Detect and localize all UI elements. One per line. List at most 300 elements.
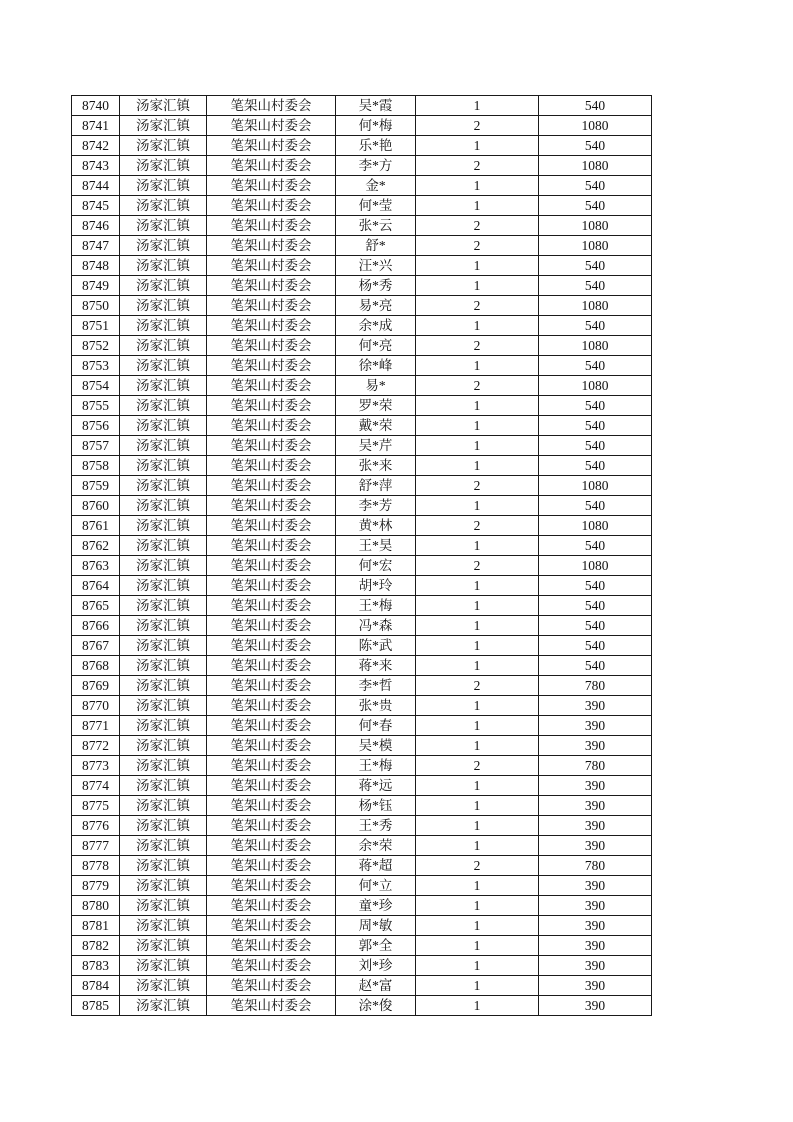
town-cell: 汤家汇镇 [120,316,207,336]
row-number-cell: 8778 [72,856,120,876]
town-cell: 汤家汇镇 [120,956,207,976]
household-count-cell: 1 [416,396,539,416]
amount-cell: 540 [539,196,652,216]
village-committee-cell: 笔架山村委会 [207,396,336,416]
amount-cell: 1080 [539,516,652,536]
amount-cell: 390 [539,696,652,716]
row-number-cell: 8774 [72,776,120,796]
village-committee-cell: 笔架山村委会 [207,976,336,996]
village-committee-cell: 笔架山村委会 [207,596,336,616]
row-number-cell: 8764 [72,576,120,596]
amount-cell: 390 [539,736,652,756]
row-number-cell: 8756 [72,416,120,436]
amount-cell: 390 [539,956,652,976]
table-row [72,176,652,196]
town-cell: 汤家汇镇 [120,936,207,956]
amount-cell: 540 [539,96,652,116]
row-number-cell: 8761 [72,516,120,536]
town-cell: 汤家汇镇 [120,396,207,416]
town-cell: 汤家汇镇 [120,336,207,356]
row-number-cell: 8781 [72,916,120,936]
name-cell: 李*哲 [336,676,416,696]
town-cell: 汤家汇镇 [120,416,207,436]
table-row [72,896,652,916]
table-row [72,916,652,936]
household-count-cell: 2 [416,676,539,696]
amount-cell: 540 [539,396,652,416]
name-cell: 舒* [336,236,416,256]
amount-cell: 390 [539,836,652,856]
table-row [72,276,652,296]
amount-cell: 390 [539,816,652,836]
town-cell: 汤家汇镇 [120,156,207,176]
household-count-cell: 1 [416,136,539,156]
household-count-cell: 1 [416,456,539,476]
amount-cell: 390 [539,716,652,736]
name-cell: 易* [336,376,416,396]
town-cell: 汤家汇镇 [120,996,207,1016]
household-count-cell: 1 [416,96,539,116]
household-count-cell: 1 [416,356,539,376]
name-cell: 何*莹 [336,196,416,216]
row-number-cell: 8742 [72,136,120,156]
name-cell: 何*梅 [336,116,416,136]
town-cell: 汤家汇镇 [120,616,207,636]
name-cell: 吴*模 [336,736,416,756]
table-row [72,256,652,276]
household-count-cell: 1 [416,596,539,616]
town-cell: 汤家汇镇 [120,516,207,536]
town-cell: 汤家汇镇 [120,976,207,996]
name-cell: 乐*艳 [336,136,416,156]
table-row [72,856,652,876]
row-number-cell: 8770 [72,696,120,716]
village-committee-cell: 笔架山村委会 [207,876,336,896]
table-row [72,796,652,816]
household-count-cell: 1 [416,256,539,276]
town-cell: 汤家汇镇 [120,676,207,696]
household-count-cell: 2 [416,116,539,136]
town-cell: 汤家汇镇 [120,756,207,776]
name-cell: 张*云 [336,216,416,236]
town-cell: 汤家汇镇 [120,116,207,136]
table-row [72,236,652,256]
household-count-cell: 2 [416,756,539,776]
table-row [72,196,652,216]
row-number-cell: 8772 [72,736,120,756]
household-count-cell: 2 [416,296,539,316]
village-committee-cell: 笔架山村委会 [207,196,336,216]
table-row [72,696,652,716]
row-number-cell: 8747 [72,236,120,256]
table-row [72,616,652,636]
name-cell: 黄*林 [336,516,416,536]
row-number-cell: 8759 [72,476,120,496]
household-count-cell: 1 [416,736,539,756]
row-number-cell: 8765 [72,596,120,616]
name-cell: 何*宏 [336,556,416,576]
table-row [72,456,652,476]
row-number-cell: 8744 [72,176,120,196]
name-cell: 周*敏 [336,916,416,936]
amount-cell: 540 [539,636,652,656]
table-row [72,476,652,496]
row-number-cell: 8758 [72,456,120,476]
town-cell: 汤家汇镇 [120,776,207,796]
town-cell: 汤家汇镇 [120,456,207,476]
name-cell: 胡*玲 [336,576,416,596]
table-row [72,556,652,576]
amount-cell: 540 [539,176,652,196]
village-committee-cell: 笔架山村委会 [207,656,336,676]
name-cell: 冯*森 [336,616,416,636]
village-committee-cell: 笔架山村委会 [207,916,336,936]
household-count-cell: 1 [416,936,539,956]
row-number-cell: 8783 [72,956,120,976]
amount-cell: 540 [539,576,652,596]
village-committee-cell: 笔架山村委会 [207,676,336,696]
amount-cell: 540 [539,356,652,376]
roster-table-body [72,96,652,1016]
household-count-cell: 2 [416,476,539,496]
row-number-cell: 8762 [72,536,120,556]
amount-cell: 780 [539,676,652,696]
name-cell: 王*梅 [336,596,416,616]
row-number-cell: 8776 [72,816,120,836]
amount-cell: 390 [539,896,652,916]
village-committee-cell: 笔架山村委会 [207,256,336,276]
village-committee-cell: 笔架山村委会 [207,456,336,476]
household-count-cell: 1 [416,436,539,456]
table-row [72,636,652,656]
household-count-cell: 1 [416,776,539,796]
village-committee-cell: 笔架山村委会 [207,556,336,576]
village-committee-cell: 笔架山村委会 [207,896,336,916]
table-row [72,396,652,416]
town-cell: 汤家汇镇 [120,856,207,876]
village-committee-cell: 笔架山村委会 [207,216,336,236]
village-committee-cell: 笔架山村委会 [207,236,336,256]
name-cell: 余*荣 [336,836,416,856]
name-cell: 戴*荣 [336,416,416,436]
table-row [72,96,652,116]
amount-cell: 1080 [539,556,652,576]
town-cell: 汤家汇镇 [120,716,207,736]
village-committee-cell: 笔架山村委会 [207,716,336,736]
row-number-cell: 8780 [72,896,120,916]
household-count-cell: 1 [416,876,539,896]
household-count-cell: 1 [416,816,539,836]
household-count-cell: 1 [416,996,539,1016]
village-committee-cell: 笔架山村委会 [207,296,336,316]
name-cell: 刘*珍 [336,956,416,976]
row-number-cell: 8782 [72,936,120,956]
household-count-cell: 2 [416,216,539,236]
name-cell: 张*来 [336,456,416,476]
household-count-cell: 1 [416,916,539,936]
name-cell: 徐*峰 [336,356,416,376]
table-row [72,936,652,956]
row-number-cell: 8766 [72,616,120,636]
village-committee-cell: 笔架山村委会 [207,776,336,796]
household-count-cell: 1 [416,956,539,976]
town-cell: 汤家汇镇 [120,236,207,256]
town-cell: 汤家汇镇 [120,556,207,576]
village-committee-cell: 笔架山村委会 [207,616,336,636]
village-committee-cell: 笔架山村委会 [207,856,336,876]
table-row [72,336,652,356]
row-number-cell: 8768 [72,656,120,676]
town-cell: 汤家汇镇 [120,296,207,316]
row-number-cell: 8749 [72,276,120,296]
name-cell: 杨*钰 [336,796,416,816]
amount-cell: 540 [539,436,652,456]
table-row [72,776,652,796]
household-count-cell: 1 [416,976,539,996]
village-committee-cell: 笔架山村委会 [207,336,336,356]
household-count-cell: 2 [416,236,539,256]
town-cell: 汤家汇镇 [120,876,207,896]
table-row [72,836,652,856]
name-cell: 吴*霞 [336,96,416,116]
amount-cell: 1080 [539,216,652,236]
town-cell: 汤家汇镇 [120,596,207,616]
household-count-cell: 1 [416,576,539,596]
amount-cell: 390 [539,996,652,1016]
town-cell: 汤家汇镇 [120,216,207,236]
household-count-cell: 1 [416,896,539,916]
village-committee-cell: 笔架山村委会 [207,416,336,436]
household-count-cell: 2 [416,156,539,176]
amount-cell: 390 [539,936,652,956]
village-committee-cell: 笔架山村委会 [207,836,336,856]
table-row [72,376,652,396]
amount-cell: 390 [539,876,652,896]
town-cell: 汤家汇镇 [120,436,207,456]
village-committee-cell: 笔架山村委会 [207,356,336,376]
table-row [72,156,652,176]
household-count-cell: 1 [416,176,539,196]
amount-cell: 1080 [539,376,652,396]
household-count-cell: 1 [416,656,539,676]
name-cell: 王*秀 [336,816,416,836]
table-row [72,736,652,756]
row-number-cell: 8785 [72,996,120,1016]
amount-cell: 1080 [539,156,652,176]
town-cell: 汤家汇镇 [120,916,207,936]
table-row [72,136,652,156]
table-row [72,816,652,836]
village-committee-cell: 笔架山村委会 [207,696,336,716]
village-committee-cell: 笔架山村委会 [207,476,336,496]
town-cell: 汤家汇镇 [120,476,207,496]
name-cell: 汪*兴 [336,256,416,276]
row-number-cell: 8757 [72,436,120,456]
name-cell: 何*春 [336,716,416,736]
household-count-cell: 2 [416,336,539,356]
row-number-cell: 8777 [72,836,120,856]
table-row [72,976,652,996]
household-count-cell: 1 [416,696,539,716]
household-count-cell: 1 [416,316,539,336]
table-row [72,676,652,696]
town-cell: 汤家汇镇 [120,496,207,516]
table-row [72,576,652,596]
village-committee-cell: 笔架山村委会 [207,756,336,776]
household-count-cell: 1 [416,716,539,736]
amount-cell: 780 [539,756,652,776]
row-number-cell: 8773 [72,756,120,776]
table-row [72,316,652,336]
name-cell: 王*昊 [336,536,416,556]
household-count-cell: 2 [416,516,539,536]
row-number-cell: 8751 [72,316,120,336]
village-committee-cell: 笔架山村委会 [207,956,336,976]
table-row [72,216,652,236]
amount-cell: 540 [539,596,652,616]
name-cell: 金* [336,176,416,196]
town-cell: 汤家汇镇 [120,376,207,396]
name-cell: 何*亮 [336,336,416,356]
village-committee-cell: 笔架山村委会 [207,376,336,396]
name-cell: 蒋*来 [336,656,416,676]
amount-cell: 390 [539,916,652,936]
amount-cell: 540 [539,456,652,476]
amount-cell: 540 [539,496,652,516]
name-cell: 李*方 [336,156,416,176]
village-committee-cell: 笔架山村委会 [207,576,336,596]
table-row [72,436,652,456]
village-committee-cell: 笔架山村委会 [207,116,336,136]
amount-cell: 540 [539,316,652,336]
row-number-cell: 8741 [72,116,120,136]
town-cell: 汤家汇镇 [120,136,207,156]
town-cell: 汤家汇镇 [120,356,207,376]
amount-cell: 540 [539,616,652,636]
row-number-cell: 8753 [72,356,120,376]
row-number-cell: 8750 [72,296,120,316]
village-committee-cell: 笔架山村委会 [207,996,336,1016]
town-cell: 汤家汇镇 [120,816,207,836]
amount-cell: 1080 [539,336,652,356]
amount-cell: 1080 [539,296,652,316]
town-cell: 汤家汇镇 [120,96,207,116]
table-row [72,516,652,536]
table-row [72,956,652,976]
village-committee-cell: 笔架山村委会 [207,736,336,756]
name-cell: 陈*武 [336,636,416,656]
row-number-cell: 8745 [72,196,120,216]
amount-cell: 540 [539,416,652,436]
village-committee-cell: 笔架山村委会 [207,276,336,296]
table-row [72,716,652,736]
name-cell: 余*成 [336,316,416,336]
row-number-cell: 8763 [72,556,120,576]
amount-cell: 540 [539,136,652,156]
row-number-cell: 8748 [72,256,120,276]
household-count-cell: 1 [416,196,539,216]
amount-cell: 1080 [539,116,652,136]
village-committee-cell: 笔架山村委会 [207,96,336,116]
village-committee-cell: 笔架山村委会 [207,816,336,836]
household-count-cell: 1 [416,616,539,636]
household-count-cell: 1 [416,796,539,816]
village-committee-cell: 笔架山村委会 [207,536,336,556]
village-committee-cell: 笔架山村委会 [207,636,336,656]
table-row [72,756,652,776]
town-cell: 汤家汇镇 [120,736,207,756]
village-committee-cell: 笔架山村委会 [207,796,336,816]
name-cell: 吴*芹 [336,436,416,456]
town-cell: 汤家汇镇 [120,656,207,676]
row-number-cell: 8754 [72,376,120,396]
row-number-cell: 8740 [72,96,120,116]
table-row [72,596,652,616]
village-committee-cell: 笔架山村委会 [207,136,336,156]
amount-cell: 390 [539,796,652,816]
amount-cell: 390 [539,976,652,996]
village-committee-cell: 笔架山村委会 [207,516,336,536]
household-count-cell: 2 [416,856,539,876]
household-count-cell: 2 [416,556,539,576]
name-cell: 何*立 [336,876,416,896]
row-number-cell: 8771 [72,716,120,736]
town-cell: 汤家汇镇 [120,576,207,596]
village-committee-cell: 笔架山村委会 [207,436,336,456]
amount-cell: 540 [539,656,652,676]
name-cell: 张*贵 [336,696,416,716]
household-count-cell: 1 [416,496,539,516]
table-row [72,356,652,376]
name-cell: 王*梅 [336,756,416,776]
village-committee-cell: 笔架山村委会 [207,316,336,336]
name-cell: 赵*富 [336,976,416,996]
table-row [72,536,652,556]
table-row [72,656,652,676]
amount-cell: 540 [539,256,652,276]
household-count-cell: 1 [416,636,539,656]
amount-cell: 780 [539,856,652,876]
village-committee-cell: 笔架山村委会 [207,496,336,516]
name-cell: 蒋*超 [336,856,416,876]
table-row [72,496,652,516]
row-number-cell: 8752 [72,336,120,356]
household-count-cell: 1 [416,836,539,856]
household-count-cell: 1 [416,536,539,556]
household-count-cell: 2 [416,376,539,396]
row-number-cell: 8755 [72,396,120,416]
name-cell: 涂*俊 [336,996,416,1016]
table-row [72,116,652,136]
row-number-cell: 8743 [72,156,120,176]
household-count-cell: 1 [416,416,539,436]
name-cell: 郭*全 [336,936,416,956]
village-committee-cell: 笔架山村委会 [207,156,336,176]
town-cell: 汤家汇镇 [120,796,207,816]
name-cell: 罗*荣 [336,396,416,416]
table-row [72,296,652,316]
town-cell: 汤家汇镇 [120,196,207,216]
town-cell: 汤家汇镇 [120,256,207,276]
row-number-cell: 8746 [72,216,120,236]
table-row [72,996,652,1016]
town-cell: 汤家汇镇 [120,176,207,196]
town-cell: 汤家汇镇 [120,536,207,556]
amount-cell: 540 [539,276,652,296]
amount-cell: 390 [539,776,652,796]
amount-cell: 1080 [539,236,652,256]
name-cell: 童*珍 [336,896,416,916]
